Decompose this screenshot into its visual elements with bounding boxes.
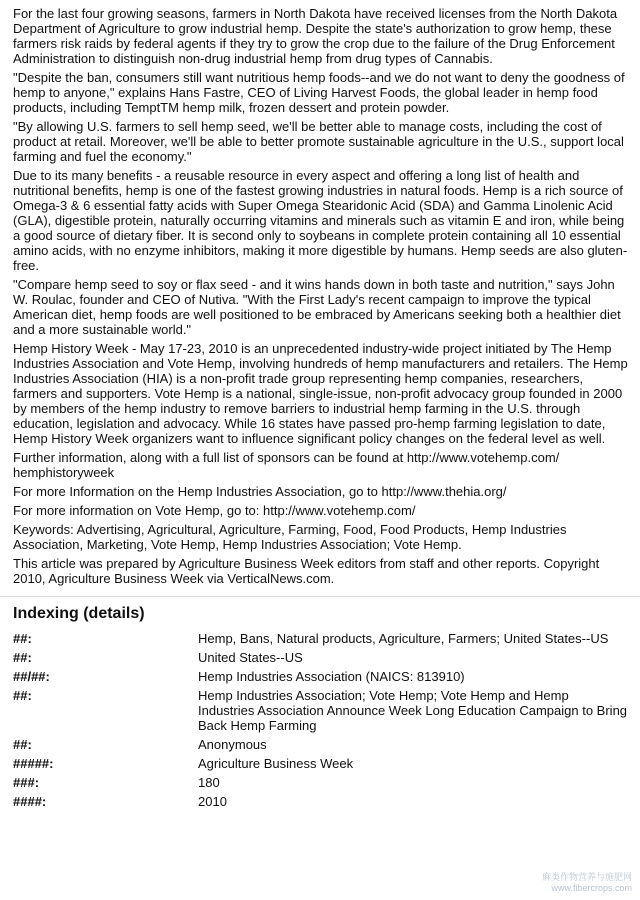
section-divider — [0, 596, 640, 597]
indexing-title: Indexing (details) — [13, 605, 145, 622]
indexing-row — [13, 631, 628, 646]
article-body — [13, 6, 628, 586]
indexing-row — [13, 650, 628, 665]
article-paragraph: Due to its many benefits - a reusable resource in every aspect and offering a long list of health and nutritional benefits, hemp is one of the fastest growing industries in natural foods. Hemp is a rich source of Omega-3 & 6 essential fatty acids with Super Omega Stearidonic Acid (SDA) and Gamma Linolenic Acid (GLA), digestible protein, naturally occurring vitamins and minerals such as vitamin E and iron, while being a good source of dietary fiber. It is second only to soybeans in complete protein containing all 10 essential amino acids, with no enzyme inhibitors, making it more digestible by humans. Hemp seeds are also gluten-free. — [13, 168, 628, 273]
indexing-row — [13, 775, 628, 790]
article-paragraph: "Despite the ban, consumers still want nutritious hemp foods--and we do not want to deny the goodness of hemp to anyone," explains Hans Fastre, CEO of Living Harvest Foods, the global leader in hemp food products, including TemptTM hemp milk, frozen dessert and protein powder. — [13, 70, 625, 115]
indexing-key: #####: — [13, 756, 54, 771]
article-paragraph: Further information, along with a full list of sponsors can be found at http://www.votehemp.com/ hemphistoryweek — [13, 450, 560, 480]
indexing-value: Hemp Industries Association; Vote Hemp; Vote Hemp and Hemp Industries Association Announce Week Long Education Campaign to Bring Back Hemp Farming — [198, 688, 628, 733]
indexing-value: United States--US — [198, 650, 303, 665]
watermark-url: www.fibercrops.com — [551, 883, 632, 893]
indexing-key: ##: — [13, 631, 32, 646]
indexing-value: Agriculture Business Week — [198, 756, 354, 771]
indexing-row — [13, 756, 628, 771]
article-paragraph: "Compare hemp seed to soy or flax seed - and it wins hands down in both taste and nutrition," says John W. Roulac, founder and CEO of Nutiva. "With the First Lady's recent campaign to improve the typical American diet, hemp foods are well positioned to be embraced by Americans seeking both a healthier diet and a more sustainable world." — [13, 277, 621, 337]
article-paragraph: This article was prepared by Agriculture Business Week editors from staff and other reports. Copyright 2010, Agriculture Business Week via VerticalNews.com. — [13, 556, 600, 586]
indexing-key: ##: — [13, 650, 32, 665]
article-paragraph: Keywords: Advertising, Agricultural, Agriculture, Farming, Food, Food Products, Hemp Industries Association, Marketing, Vote Hemp, Hemp Industries Association; Vote Hemp. — [13, 522, 567, 552]
indexing-key: ##/##: — [13, 669, 50, 684]
indexing-row — [13, 688, 628, 733]
indexing-row — [13, 669, 628, 684]
indexing-value: Hemp, Bans, Natural products, Agriculture, Farmers; United States--US — [198, 631, 609, 646]
indexing-row — [13, 737, 628, 752]
indexing-key: ####: — [13, 794, 47, 809]
indexing-value: 2010 — [198, 794, 227, 809]
site-watermark — [542, 872, 632, 894]
watermark-chinese-text: 麻类作物营养与施肥网 — [541, 872, 632, 882]
indexing-key: ##: — [13, 737, 32, 752]
indexing-key: ###: — [13, 775, 40, 790]
article-paragraph: For more Information on the Hemp Industries Association, go to http://www.thehia.org/ — [13, 484, 507, 499]
article-paragraph: For more information on Vote Hemp, go to: http://www.votehemp.com/ — [13, 503, 416, 518]
indexing-value: Hemp Industries Association (NAICS: 813910) — [198, 669, 465, 684]
article-paragraph: Hemp History Week - May 17-23, 2010 is an unprecedented industry-wide project initiated by The Hemp Industries Association and Vote Hemp, involving hundreds of hemp manufacturers and retailers. The Hemp Industries Association (HIA) is a non-profit trade group representing hemp companies, researchers, farmers and supporters. Vote Hemp is a national, single-issue, non-profit advocacy group founded in 2000 by members of the hemp industry to remove barriers to industrial hemp farming in the U.S. through education, legislation and advocacy. While 16 states have passed pro-hemp farming legislation to date, Hemp History Week organizers want to influence significant policy changes on the federal level as well. — [13, 341, 628, 446]
indexing-row — [13, 794, 628, 809]
indexing-key: ##: — [13, 688, 32, 703]
indexing-value: 180 — [198, 775, 220, 790]
indexing-section — [13, 605, 628, 809]
article-paragraph: "By allowing U.S. farmers to sell hemp seed, we'll be better able to manage costs, including the cost of product at retail. Moreover, we'll be able to better promote sustainable agriculture in the U.S., support local farming and fuel the economy." — [13, 119, 624, 164]
article-paragraph: For the last four growing seasons, farmers in North Dakota have received licenses from the North Dakota Department of Agriculture to grow industrial hemp. Despite the state's authorization to grow hemp, these farmers risk raids by federal agents if they try to grow the crop due to the failure of the Drug Enforcement Administration to distinguish non-drug industrial hemp from drug types of Cannabis. — [13, 6, 618, 66]
indexing-value: Anonymous — [198, 737, 267, 752]
